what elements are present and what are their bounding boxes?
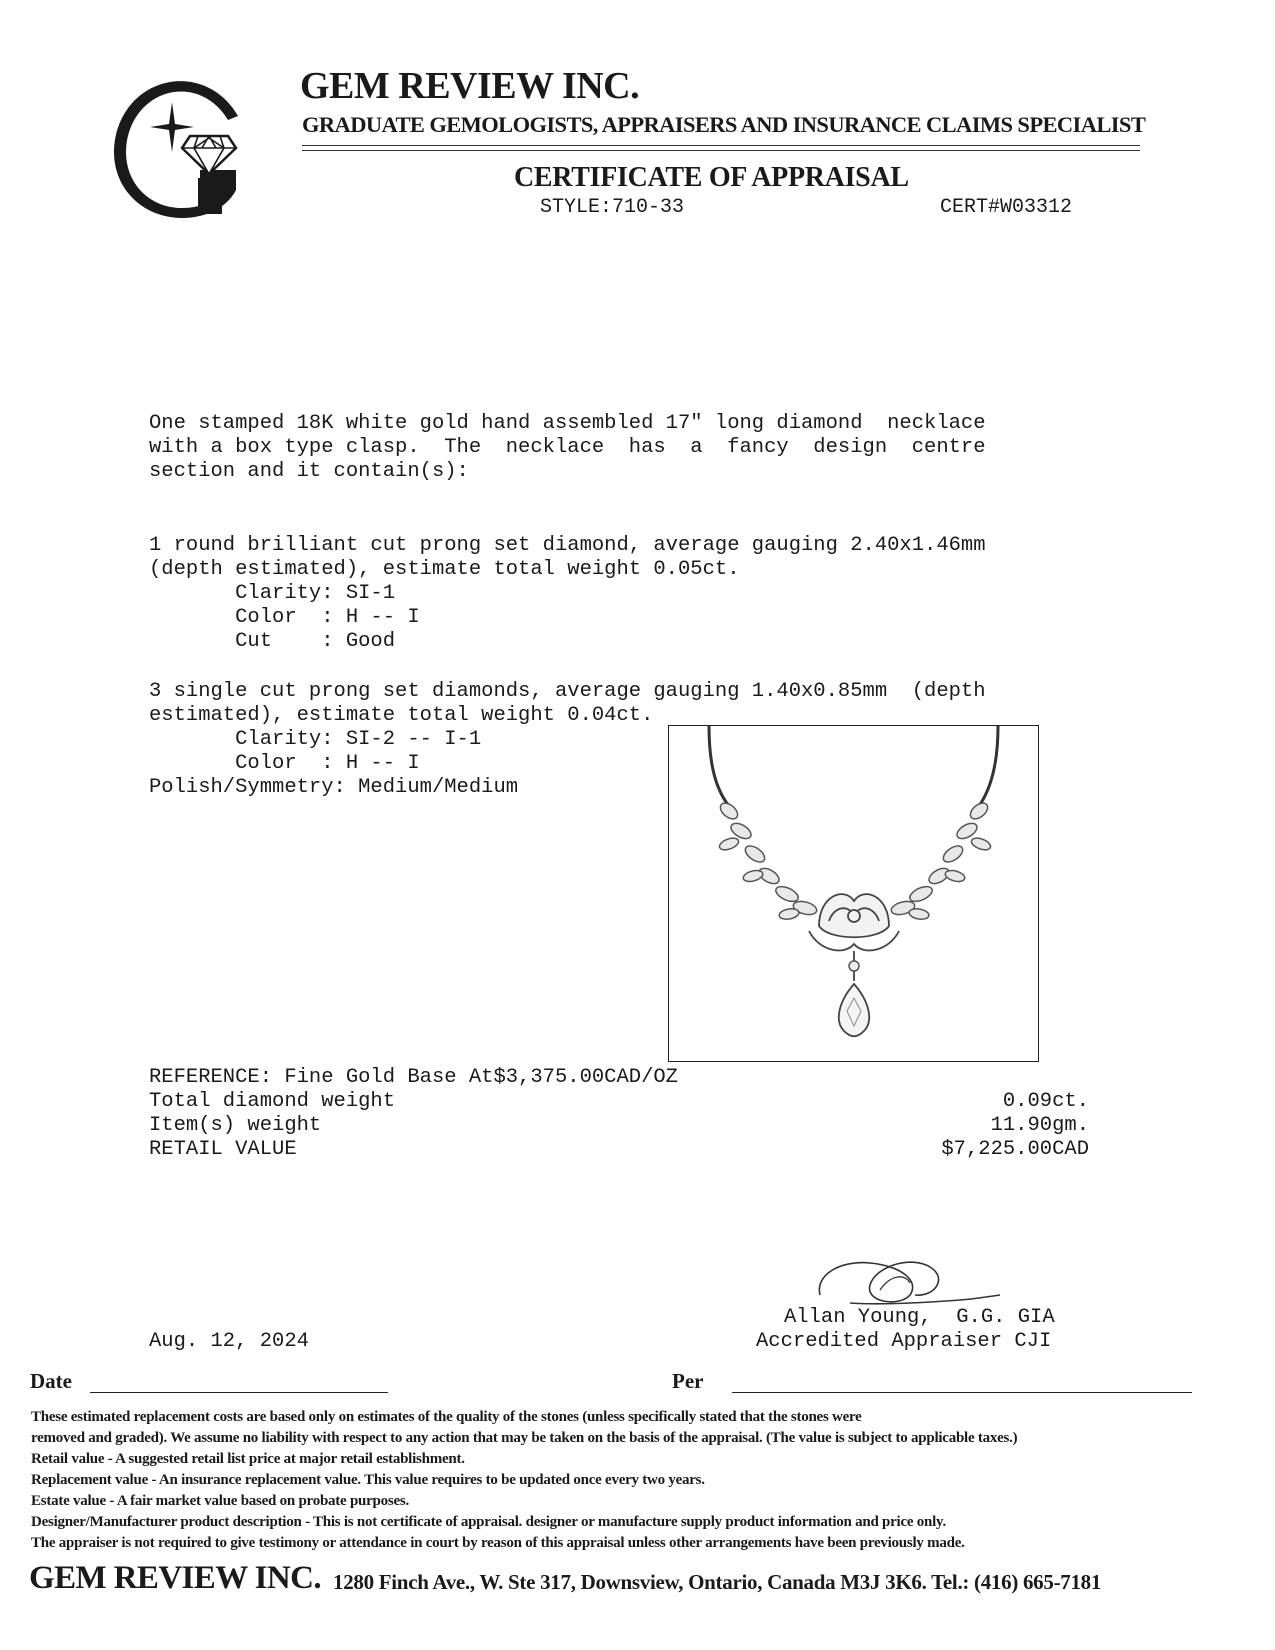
stone-polish-symmetry: Polish/Symmetry: Medium/Medium: [149, 776, 519, 799]
stone-line: estimated), estimate total weight 0.04ct.: [149, 704, 654, 727]
per-line: [732, 1392, 1192, 1393]
item-weight-value: 11.90gm.: [990, 1114, 1089, 1137]
description-line: section and it contain(s):: [149, 460, 469, 483]
per-label: Per: [672, 1369, 704, 1393]
header-rule-top: [302, 145, 1140, 146]
appraiser-signature-icon: [810, 1245, 1020, 1315]
disclaimer-line: The appraiser is not required to give testimony or attendance in court by reason of this appraisal unless other arrangements have been previously made.: [31, 1535, 965, 1551]
disclaimer-line: Designer/Manufacturer product description - This is not certificate of appraisal. designer or manufacture supply product information and price only.: [31, 1514, 946, 1530]
description-line: One stamped 18K white gold hand assembled 17" long diamond necklace: [149, 412, 986, 435]
disclaimer-line: Replacement value - An insurance replacement value. This value requires to be updated once every two years.: [31, 1472, 705, 1488]
disclaimer-line: Estate value - A fair market value based on probate purposes.: [31, 1493, 409, 1509]
stone-line: (depth estimated), estimate total weight 0.05ct.: [149, 558, 740, 581]
footer-company-name: GEM REVIEW INC.: [29, 1560, 322, 1596]
stone-line: 1 round brilliant cut prong set diamond, average gauging 2.40x1.46mm: [149, 534, 986, 557]
total-diamond-weight-value: 0.09ct.: [1002, 1090, 1089, 1113]
summary-label: RETAIL VALUE: [149, 1138, 297, 1161]
summary-label: Item(s) weight: [149, 1114, 322, 1137]
company-logo-icon: [110, 74, 250, 224]
certificate-number: CERT#W03312: [940, 196, 1073, 219]
stone-color: Color : H -- I: [149, 752, 420, 775]
stone-line: 3 single cut prong set diamonds, average gauging 1.40x0.85mm (depth: [149, 680, 986, 703]
disclaimer-line: removed and graded). We assume no liability with respect to any action that may be taken on the basis of the appraisal. (The value is subject to applicable taxes.): [31, 1430, 1018, 1446]
header-rule-bottom: [302, 150, 1140, 151]
necklace-image-icon: [669, 726, 1038, 1061]
stone-color: Color : H -- I: [149, 606, 420, 629]
company-name: GEM REVIEW INC.: [300, 65, 640, 107]
stone-clarity: Clarity: SI-2 -- I-1: [149, 728, 482, 751]
appraisal-date: Aug. 12, 2024: [149, 1330, 309, 1353]
summary-label: Total diamond weight: [149, 1090, 396, 1113]
stone-cut: Cut : Good: [149, 630, 396, 653]
company-tagline: GRADUATE GEMOLOGISTS, APPRAISERS AND INSURANCE CLAIMS SPECIALIST: [302, 112, 1146, 137]
appraiser-name: Allan Young, G.G. GIA: [784, 1306, 1055, 1329]
date-line: [90, 1392, 388, 1393]
certificate-title: CERTIFICATE OF APPRAISAL: [514, 162, 909, 193]
description-line: with a box type clasp. The necklace has a fancy design centre: [149, 436, 986, 459]
stone-clarity: Clarity: SI-1: [149, 582, 396, 605]
style-number: STYLE:710-33: [540, 196, 685, 219]
gold-reference: REFERENCE: Fine Gold Base At$3,375.00CAD/OZ: [149, 1066, 678, 1089]
disclaimer-line: These estimated replacement costs are based only on estimates of the quality of the stones (unless specifically stated that the stones were: [31, 1409, 862, 1425]
appraiser-accreditation: Accredited Appraiser CJI: [756, 1330, 1052, 1353]
disclaimer-line: Retail value - A suggested retail list price at major retail establishment.: [31, 1451, 465, 1467]
retail-value: $7,225.00CAD: [941, 1138, 1089, 1161]
date-label: Date: [30, 1369, 72, 1393]
footer-address: 1280 Finch Ave., W. Ste 317, Downsview, Ontario, Canada M3J 3K6. Tel.: (416) 665-7181: [333, 1570, 1102, 1594]
necklace-photo: [668, 725, 1039, 1062]
